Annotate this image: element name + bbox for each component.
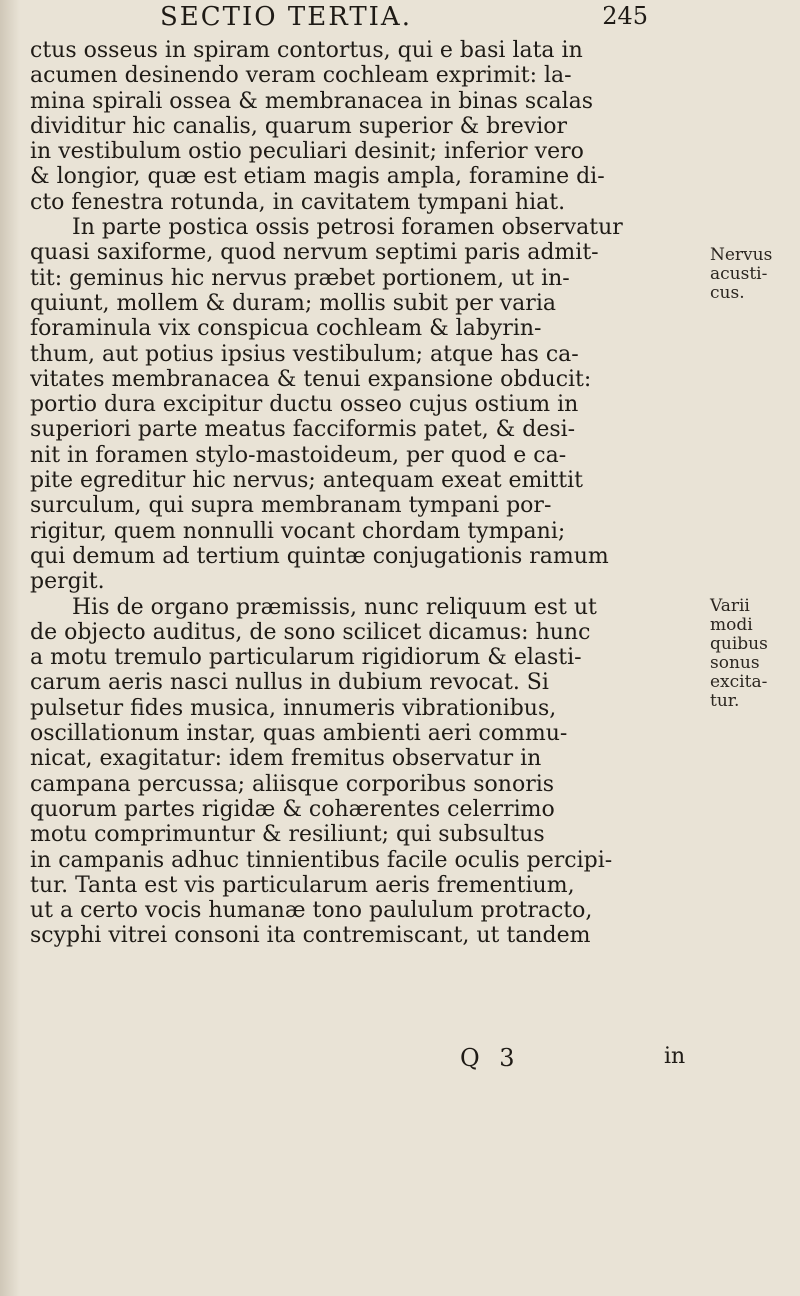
text-line: foraminula vix conspicua cochleam & labyrin-	[30, 316, 542, 342]
text-line: tur. Tanta est vis particularum aeris frementium,	[30, 872, 575, 898]
text-line: oscillationum instar, quas ambienti aeri commu-	[30, 721, 568, 747]
text-line: ctus osseus in spiram contortus, qui e basi lata in	[30, 38, 583, 63]
margin-note-line: Varii	[710, 596, 750, 616]
running-header	[120, 2, 690, 36]
paragraph-start-line: In parte postica ossis petrosi foramen observatur	[72, 215, 623, 241]
text-line: nit in foramen stylo-mastoideum, per quod e ca-	[30, 442, 567, 468]
text-line: quasi saxiforme, quod nervum septimi paris admit-	[30, 240, 599, 266]
text-line: mina spirali ossea & membranacea in binas scalas	[30, 88, 594, 114]
text-line: pergit.	[30, 569, 105, 595]
margin-note-line: sonus	[710, 653, 760, 673]
text-line: surculum, qui supra membranam tympani por-	[30, 493, 552, 519]
text-line: tit: geminus hic nervus præbet portionem, ut in-	[30, 265, 570, 291]
margin-note-line: quibus	[710, 634, 768, 654]
paragraph-start-line: His de organo præmissis, nunc reliquum est ut	[72, 594, 597, 620]
margin-note-line: tur.	[710, 691, 740, 711]
signature-mark: Q 3	[460, 1044, 521, 1072]
catchword: in	[664, 1044, 686, 1069]
page-number: 245	[602, 2, 648, 30]
margin-note-line: modi	[710, 615, 753, 635]
margin-note-line: excita-	[710, 672, 768, 692]
text-line: de objecto auditus, de sono scilicet dicamus: hunc	[30, 619, 591, 645]
text-line: scyphi vitrei consoni ita contremiscant, ut tandem	[30, 923, 591, 949]
margin-note-line: cus.	[710, 283, 745, 303]
text-line: portio dura excipitur ductu osseo cujus ostium in	[30, 392, 579, 418]
text-line: in vestibulum ostio peculiari desinit; inferior vero	[30, 139, 584, 165]
text-line: motu comprimuntur & resiliunt; qui subsultus	[30, 822, 545, 848]
text-line: dividitur hic canalis, quarum superior & brevior	[30, 113, 568, 139]
text-line: & longior, quæ est etiam magis ampla, foramine di-	[30, 164, 605, 190]
text-line: rigitur, quem nonnulli vocant chordam tympani;	[30, 518, 566, 544]
text-line: quiunt, mollem & duram; mollis subit per varia	[30, 290, 556, 316]
page-edge-shadow	[0, 0, 20, 1296]
text-line: campana percussa; aliisque corporibus sonoris	[30, 771, 555, 797]
text-line: thum, aut potius ipsius vestibulum; atque has ca-	[30, 341, 579, 367]
margin-note-line: acusti-	[710, 264, 768, 284]
text-line: a motu tremulo particularum rigidiorum & elasti-	[30, 645, 582, 671]
text-line: cto fenestra rotunda, in cavitatem tympani hiat.	[30, 189, 566, 215]
text-line: in campanis adhuc tinnientibus facile oculis percipi-	[30, 847, 613, 873]
text-line: pite egreditur hic nervus; antequam exeat emittit	[30, 468, 584, 494]
text-line: superiori parte meatus facciformis patet, & desi-	[30, 417, 576, 443]
text-line: nicat, exagitatur: idem fremitus observatur in	[30, 746, 542, 772]
section-title: SECTIO TERTIA.	[160, 2, 412, 32]
body-text	[30, 38, 702, 949]
margin-note-varii	[710, 597, 768, 711]
text-line: carum aeris nasci nullus in dubium revocat. Si	[30, 670, 549, 696]
margin-note-line: Nervus	[710, 245, 773, 265]
text-line: ut a certo vocis humanæ tono paululum protracto,	[30, 898, 593, 924]
text-line: qui demum ad tertium quintæ conjugationis ramum	[30, 543, 609, 569]
text-line: acumen desinendo veram cochleam exprimit: la-	[30, 63, 572, 89]
margin-note-nervus	[710, 246, 772, 303]
text-line: vitates membranacea & tenui expansione obducit:	[30, 366, 592, 392]
text-line: quorum partes rigidæ & cohærentes celerrimo	[30, 796, 555, 822]
text-line: pulsetur fides musica, innumeris vibrationibus,	[30, 695, 557, 721]
